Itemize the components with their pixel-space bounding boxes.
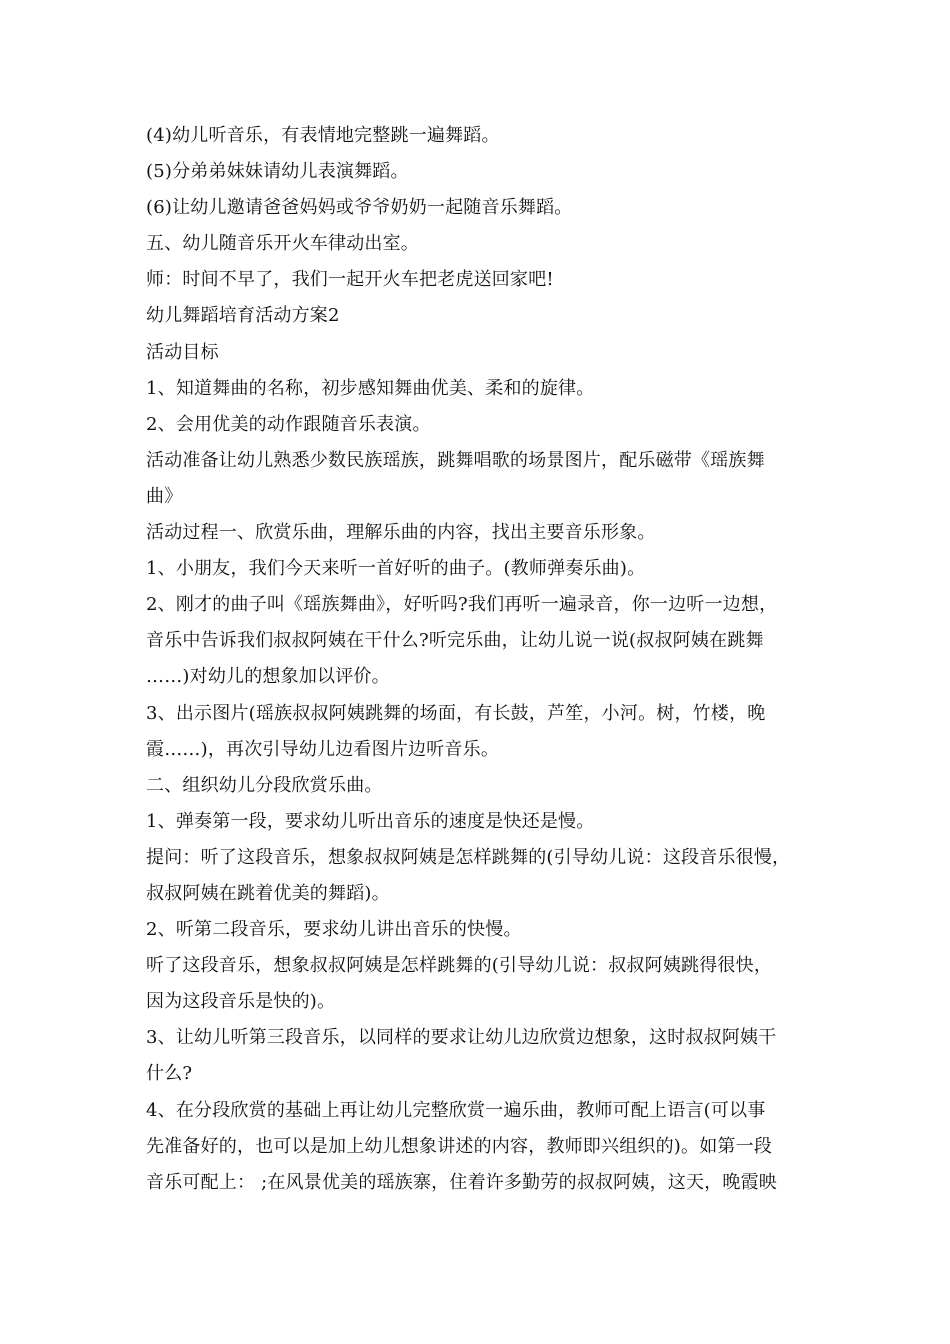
- text-line: 先准备好的，也可以是加上幼儿想象讲述的内容，教师即兴组织的)。如第一段: [146, 1135, 773, 1157]
- text-line: 1、小朋友，我们今天来听一首好听的曲子。(教师弹奏乐曲)。: [146, 558, 646, 580]
- document-page: [146, 118, 816, 1201]
- text-line: 活动过程一、欣赏乐曲，理解乐曲的内容，找出主要音乐形象。: [146, 522, 656, 544]
- section-heading: 五、幼儿随音乐开火车律动出室。: [146, 233, 419, 255]
- text-line: 师：时间不早了，我们一起开火车把老虎送回家吧!: [146, 269, 554, 291]
- text-line: 2、刚才的曲子叫《瑶族舞曲》，好听吗?我们再听一遍录音，你一边听一边想，: [146, 594, 778, 616]
- text-line: 音乐可配上： ;在风景优美的瑶族寨，住着许多勤劳的叔叔阿姨，这天，晚霞映: [146, 1171, 777, 1193]
- text-line: 叔叔阿姨在跳着优美的舞蹈)。: [146, 882, 390, 904]
- text-line: ……)对幼儿的想象加以评价。: [146, 666, 390, 688]
- text-line: 1、知道舞曲的名称，初步感知舞曲优美、柔和的旋律。: [146, 377, 595, 399]
- text-line: 4、在分段欣赏的基础上再让幼儿完整欣赏一遍乐曲，教师可配上语言(可以事: [146, 1099, 766, 1121]
- text-line: 1、弹奏第一段，要求幼儿听出音乐的速度是快还是慢。: [146, 810, 595, 832]
- section-heading: 二、组织幼儿分段欣赏乐曲。: [146, 774, 383, 796]
- text-line: 提问：听了这段音乐，想象叔叔阿姨是怎样跳舞的(引导幼儿说：这段音乐很慢，: [146, 846, 791, 868]
- text-line: 曲》: [146, 485, 183, 507]
- text-line: 因为这段音乐是快的)。: [146, 991, 336, 1013]
- document-title: 幼儿舞蹈培育活动方案2: [146, 305, 340, 327]
- text-line: 活动准备让幼儿熟悉少数民族瑶族，跳舞唱歌的场景图片，配乐磁带《瑶族舞: [146, 449, 765, 471]
- text-line: 霞……)，再次引导幼儿边看图片边听音乐。: [146, 738, 500, 760]
- text-line: 2、听第二段音乐，要求幼儿讲出音乐的快慢。: [146, 919, 522, 941]
- text-line: 什么?: [146, 1063, 193, 1085]
- text-line: 3、让幼儿听第三段音乐，以同样的要求让幼儿边欣赏边想象，这时叔叔阿姨干: [146, 1027, 777, 1049]
- text-line: (4)幼儿听音乐，有表情地完整跳一遍舞蹈。: [146, 125, 500, 146]
- text-line: 3、出示图片(瑶族叔叔阿姨跳舞的场面，有长鼓，芦笙，小河。树，竹楼，晚: [146, 702, 766, 724]
- text-line: 听了这段音乐，想象叔叔阿姨是怎样跳舞的(引导幼儿说：叔叔阿姨跳得很快，: [146, 955, 773, 977]
- text-line: (5)分弟弟妹妹请幼儿表演舞蹈。: [146, 161, 409, 183]
- text-line: (6)让幼儿邀请爸爸妈妈或爷爷奶奶一起随音乐舞蹈。: [146, 197, 573, 219]
- text-line: 2、会用优美的动作跟随音乐表演。: [146, 413, 431, 435]
- text-line: 音乐中告诉我们叔叔阿姨在干什么?听完乐曲，让幼儿说一说(叔叔阿姨在跳舞: [146, 630, 764, 652]
- section-heading: 活动目标: [146, 341, 219, 363]
